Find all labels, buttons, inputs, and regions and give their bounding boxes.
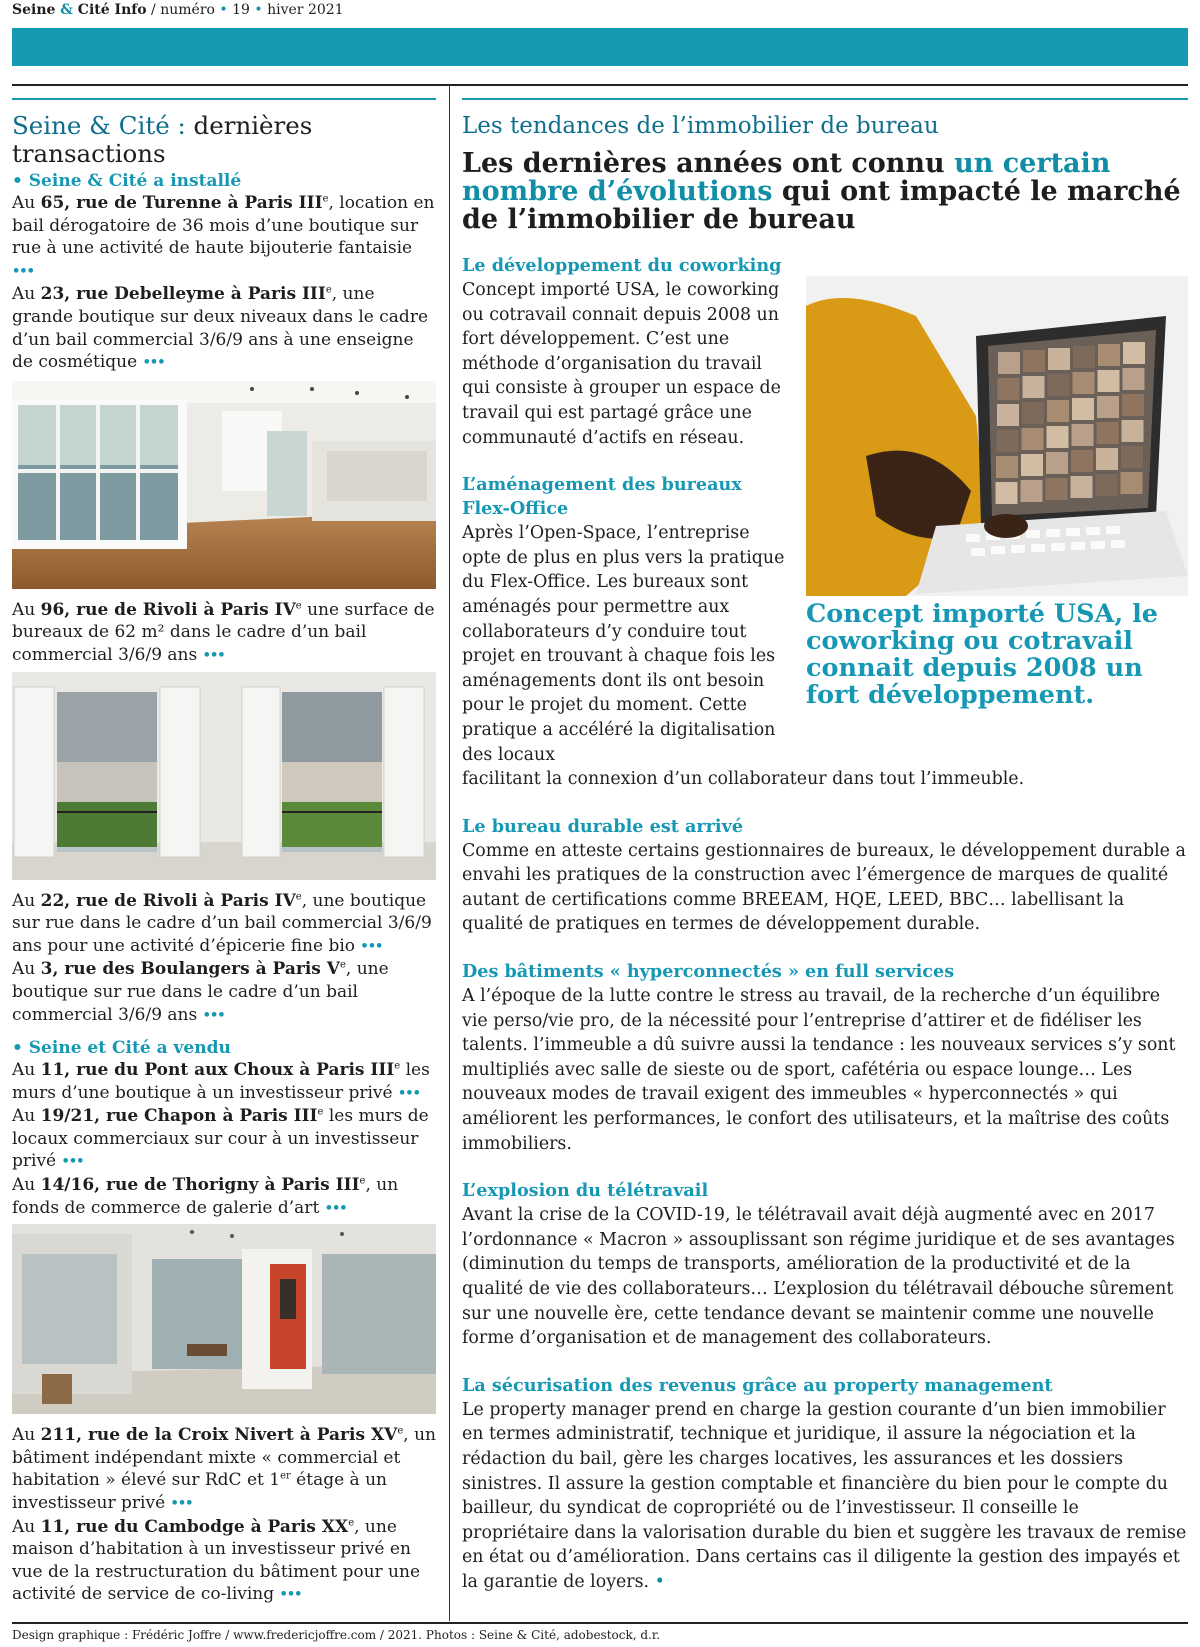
transaction-item: Au 11, rue du Pont aux Choux à Paris IIIe les murs d’une boutique à un investisseur privé ••• (12, 1060, 430, 1103)
brand: Seine & Cité Info (12, 2, 147, 18)
participant-tile (996, 482, 1018, 504)
video-call-laptop-photo (806, 276, 1188, 596)
masthead: Seine & Cité Info / numéro • 19 • hiver 2021 (12, 2, 344, 18)
pull-quote: Concept importé USA, le coworking ou cotravail connait depuis 2008 un fort développement. (806, 599, 1159, 710)
credits: Design graphique : Frédéric Joffre / www.fredericjoffre.com / 2021. Photos : Seine & Cité, adobestock, d.r. (12, 1628, 661, 1642)
column-divider (449, 86, 450, 1621)
bottom-rule (12, 1622, 1188, 1624)
section-text: Concept importé USA, le coworking ou cotravail connait depuis 2008 un fort développement. C’est une méthode d’organisation du travail qui consiste à grouper un espace de travail qui est partagé grâce une communauté d’actifs en réseau. (462, 280, 781, 448)
section-heading: Des bâtiments « hyperconnectés » en full services (462, 961, 955, 983)
participant-tile (997, 404, 1019, 426)
participant-tile (1098, 344, 1120, 366)
participant-tile (1073, 346, 1095, 368)
section-text: Après l’Open-Space, l’entreprise opte de plus en plus vers la pratique du Flex-Office. Les bureaux sont aménagés pour permettre aux collaborateurs d’y conduire tout projet en trouvant à chaque fois les aménagements dont ils ont besoin pour le projet du moment. Cette pratique a accéléré la digitalisation des locaux (462, 523, 785, 765)
participant-tile (998, 352, 1020, 374)
participant-tile (1071, 450, 1093, 472)
transaction-item: Au 65, rue de Turenne à Paris IIIe, location en bail dérogatoire de 36 mois d’une boutique sur rue à une activité de haute bijouterie fantaisie ••• (12, 193, 435, 279)
transactions-title: Seine & Cité : dernières transactions (12, 98, 436, 168)
participant-tile (1097, 396, 1119, 418)
header-band (12, 28, 1188, 66)
shop-interior-photo (12, 381, 436, 589)
participant-tile (1047, 426, 1069, 448)
transactions-column (12, 98, 436, 1607)
participant-tile (1048, 348, 1070, 370)
participant-tile (1122, 420, 1144, 442)
participant-tile (1022, 428, 1044, 450)
transaction-item: Au 211, rue de la Croix Nivert à Paris XVe, un bâtiment indépendant mixte « commercial et habitation » élevé sur RdC et 1er étage à un investisseur privé ••• (12, 1425, 436, 1514)
section-text: Comme en atteste certains gestionnaires de bureaux, le développement durable a envahi les pratiques de la construction avec l’émergence de marques de qualité autant de certifications comme BREEAM, HQE, LEED, BBC… labellisant la qualité de pratiques en termes de développement durable. (462, 840, 1186, 935)
participant-tile (1048, 374, 1070, 396)
transaction-item: Au 96, rue de Rivoli à Paris IVe une surface de bureaux de 62 m² dans le cadre d’un bail commercial 3/6/9 ans ••• (12, 599, 435, 665)
top-rule (12, 84, 1188, 86)
section-heading: La sécurisation des revenus grâce au property management (462, 1374, 1053, 1396)
participant-tile (1073, 372, 1095, 394)
transaction-item: Au 19/21, rue Chapon à Paris IIIe les murs de locaux commerciaux sur cour à un investisseur privé ••• (12, 1106, 429, 1172)
participant-tile (1123, 368, 1145, 390)
participant-tile (1121, 446, 1143, 468)
participant-tile (1098, 370, 1120, 392)
participant-tile (1123, 342, 1145, 364)
participant-tile (996, 456, 1018, 478)
section-text: Le property manager prend en charge la gestion courante d’un bien immobilier en termes administratif, technique et juridique, il assure la négociation et la rédaction du bail, gère les charges locatives, les assurances et les dossiers sinistres. Il assure la gestion comptable et financière du bien pour le compte du bailleur, du syndicat de copropriété ou de l’investisseur. Il conseille le propriétaire dans la valorisation durable du bien et suggère les travaux de remise en état ou d’amélioration. Dans certains cas il diligente la gestion des impayés et la garantie de loyers. • (462, 1399, 1187, 1592)
transaction-item: Au 22, rue de Rivoli à Paris IVe, une boutique sur rue dans le cadre d’un bail commercial 3/6/9 ans pour une activité d’épicerie fine bio ••• (12, 890, 432, 956)
participant-tile (1023, 350, 1045, 372)
installed-heading: • Seine & Cité a installé (12, 171, 242, 191)
participant-tile (1021, 454, 1043, 476)
headline: Les dernières années ont connu un certain nombre d’évolutions qui ont impacté le marché de l’immobilier de bureau (462, 148, 1181, 235)
participant-tile (1072, 398, 1094, 420)
participant-tile (998, 378, 1020, 400)
participant-tile (1097, 422, 1119, 444)
section-text: facilitant la connexion d’un collaborateur dans tout l’immeuble. (462, 769, 1025, 790)
participant-tile (1046, 452, 1068, 474)
section-text: Avant la crise de la COVID-19, le télétravail avait déjà augmenté avec en 2017 l’ordonnance « Macron » assouplissant son régime juridique et de ses avantages (diminution du temps de transports, amélioration de la productivité et de la qualité de vie des collaborateurs… L’explosion du télétravail débouche sûrement sur une nouvelle ère, cette tendance devant se maintenir comme une nouvelle forme d’organisation et de management des collaborateurs. (462, 1205, 1175, 1349)
section-heading: Le développement du coworking (462, 255, 782, 276)
participant-tile (1072, 424, 1094, 446)
participant-tile (1023, 376, 1045, 398)
participant-tile (1046, 478, 1068, 500)
participant-tile (1022, 402, 1044, 424)
trends-title: Les tendances de l’immobilier de bureau (462, 98, 1188, 140)
section-heading: L’explosion du télétravail (462, 1180, 709, 1202)
transaction-item: Au 23, rue Debelleyme à Paris IIIe, une grande boutique sur deux niveaux dans le cadre d’un bail commercial 3/6/9 ans à une enseigne de cosmétique ••• (12, 284, 429, 373)
section-text: A l’époque de la lutte contre le stress au travail, de la recherche d’un équilibre vie perso/vie pro, de la nécessité pour l’entreprise d’attirer et de fidéliser les talents. l’immeuble a dû suivre aussi la tendance : les nouveaux services s’y sont multipliés avec salle de sieste ou de sport, cafétéria ou espace lounge… Les nouveaux modes de travail exigent des immeubles « hyperconnectés » qui améliorent les performances, le confort des utilisateurs, et la maîtrise des coûts immobiliers. (462, 986, 1176, 1154)
transaction-item: Au 11, rue du Cambodge à Paris XXe, une maison d’habitation à un investisseur privé en vue de la restructuration du bâtiment pour une activité de service de co-living ••• (12, 1516, 421, 1605)
office-windows-photo (12, 672, 436, 880)
transaction-item: Au 3, rue des Boulangers à Paris Ve, une boutique sur rue dans le cadre d’un bail commercial 3/6/9 ans ••• (12, 959, 389, 1025)
participant-tile (997, 430, 1019, 452)
participant-tile (1096, 474, 1118, 496)
participant-tile (1021, 480, 1043, 502)
art-gallery-photo (12, 1224, 436, 1414)
transaction-item: Au 14/16, rue de Thorigny à Paris IIIe, un fonds de commerce de galerie d’art ••• (12, 1175, 399, 1218)
participant-tile (1096, 448, 1118, 470)
participant-tile (1071, 476, 1093, 498)
participant-tile (1047, 400, 1069, 422)
participant-tile (1122, 394, 1144, 416)
participant-tile (1121, 472, 1143, 494)
section-heading: L’aménagement des bureaux Flex-Office (462, 474, 742, 520)
sold-heading: • Seine et Cité a vendu (12, 1038, 231, 1059)
section-heading: Le bureau durable est arrivé (462, 815, 744, 837)
